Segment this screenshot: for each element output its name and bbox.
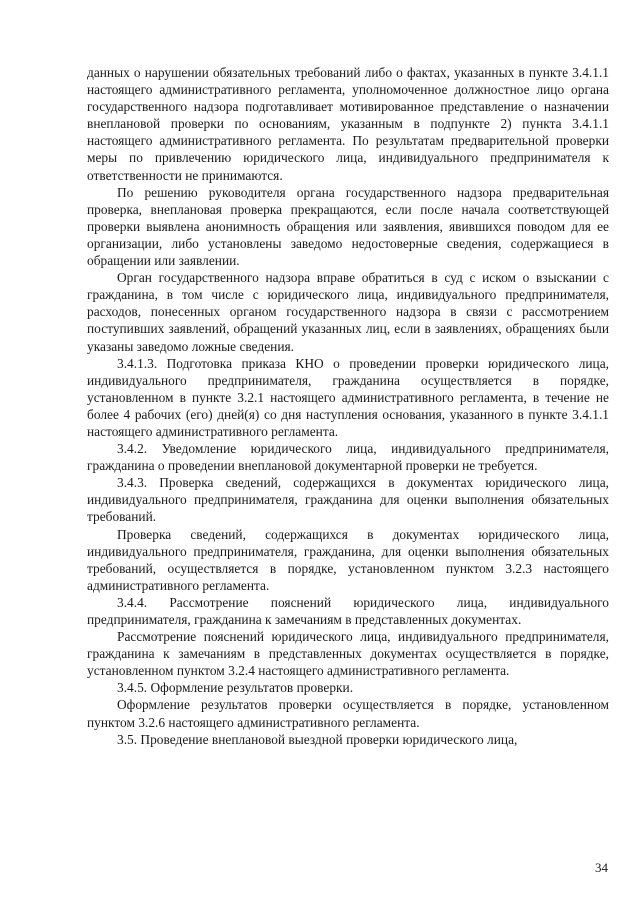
page-number: 34 <box>595 860 608 875</box>
paragraph-3-4-4: 3.4.4. Рассмотрение пояснений юридического лица, индивидуального предпринимателя, гражданина к замечаниям в представленных документах. <box>87 594 609 627</box>
paragraph-court-claim: Орган государственного надзора вправе обратиться в суд с иском о взыскании с гражданина, в том числе с юридического лица, индивидуального предпринимателя, расходов, понесенных органом государственного надзора в связи с рассмотрением поступивших заявлений, обращений указанных лиц, если в заявлениях, обращениях были указаны заведомо ложные сведения. <box>87 270 609 354</box>
paragraph-3-4-5-body: Оформление результатов проверки осуществляется в порядке, установленном пунктом 3.2.6 настоящего административного регламента. <box>87 697 609 730</box>
paragraph-3-4-5: 3.4.5. Оформление результатов проверки. <box>117 680 354 696</box>
paragraph-continuation: данных о нарушении обязательных требований либо о фактах, указанных в пункте 3.4.1.1 настоящего административного регламента, уполномоченное должностное лицо органа государственного надзора подготавливает мотивированное представление о назначении внеплановой проверки по основаниям, указанным в подпункте 2) пункта 3.4.1.1 настоящего административного регламента. По результатам предварительной проверки меры по привлечению юридического лица, индивидуального предпринимателя к ответственности не принимаются. <box>87 65 609 183</box>
paragraph-termination-decision: По решению руководителя органа государственного надзора предварительная проверка, внеплановая проверка прекращаются, если после начала соответствующей проверки выявлена анонимность обращения или заявления, явившихся поводом для ее организации, либо установлены заведомо недостоверные сведения, содержащиеся в обращении или заявлении. <box>87 184 609 269</box>
paragraph-3-4-1-3: 3.4.1.3. Подготовка приказа КНО о проведении проверки юридического лица, индивидуального предпринимателя, гражданина осуществляется в порядке, установленном в пункте 3.2.1 настоящего административного регламента, в течение не более 4 рабочих (его) дней(я) со дня наступления основания, указанного в пункте 3.4.1.1 настоящего административного регламента. <box>87 355 609 439</box>
paragraph-3-4-2: 3.4.2. Уведомление юридического лица, индивидуального предпринимателя, гражданина о проведении внеплановой документарной проверки не требуется. <box>87 441 609 474</box>
paragraph-3-4-4-body: Рассмотрение пояснений юридического лица, индивидуального предпринимателя, гражданина к замечаниям в представленных документах осуществляется в порядке, установленном пунктом 3.2.4 настоящего административного регламента. <box>87 629 609 679</box>
paragraph-3-4-3: 3.4.3. Проверка сведений, содержащихся в документах юридического лица, индивидуального предпринимателя, гражданина для оценки выполнения обязательных требований. <box>87 475 609 525</box>
paragraph-3-4-3-body: Проверка сведений, содержащихся в документах юридического лица, индивидуального предпринимателя, гражданина, для оценки выполнения обязательных требований, осуществляется в порядке, установленном пунктом 3.2.3 настоящего административного регламента. <box>87 526 609 593</box>
paragraph-3-5: 3.5. Проведение внеплановой выездной проверки юридического лица, <box>117 731 518 747</box>
